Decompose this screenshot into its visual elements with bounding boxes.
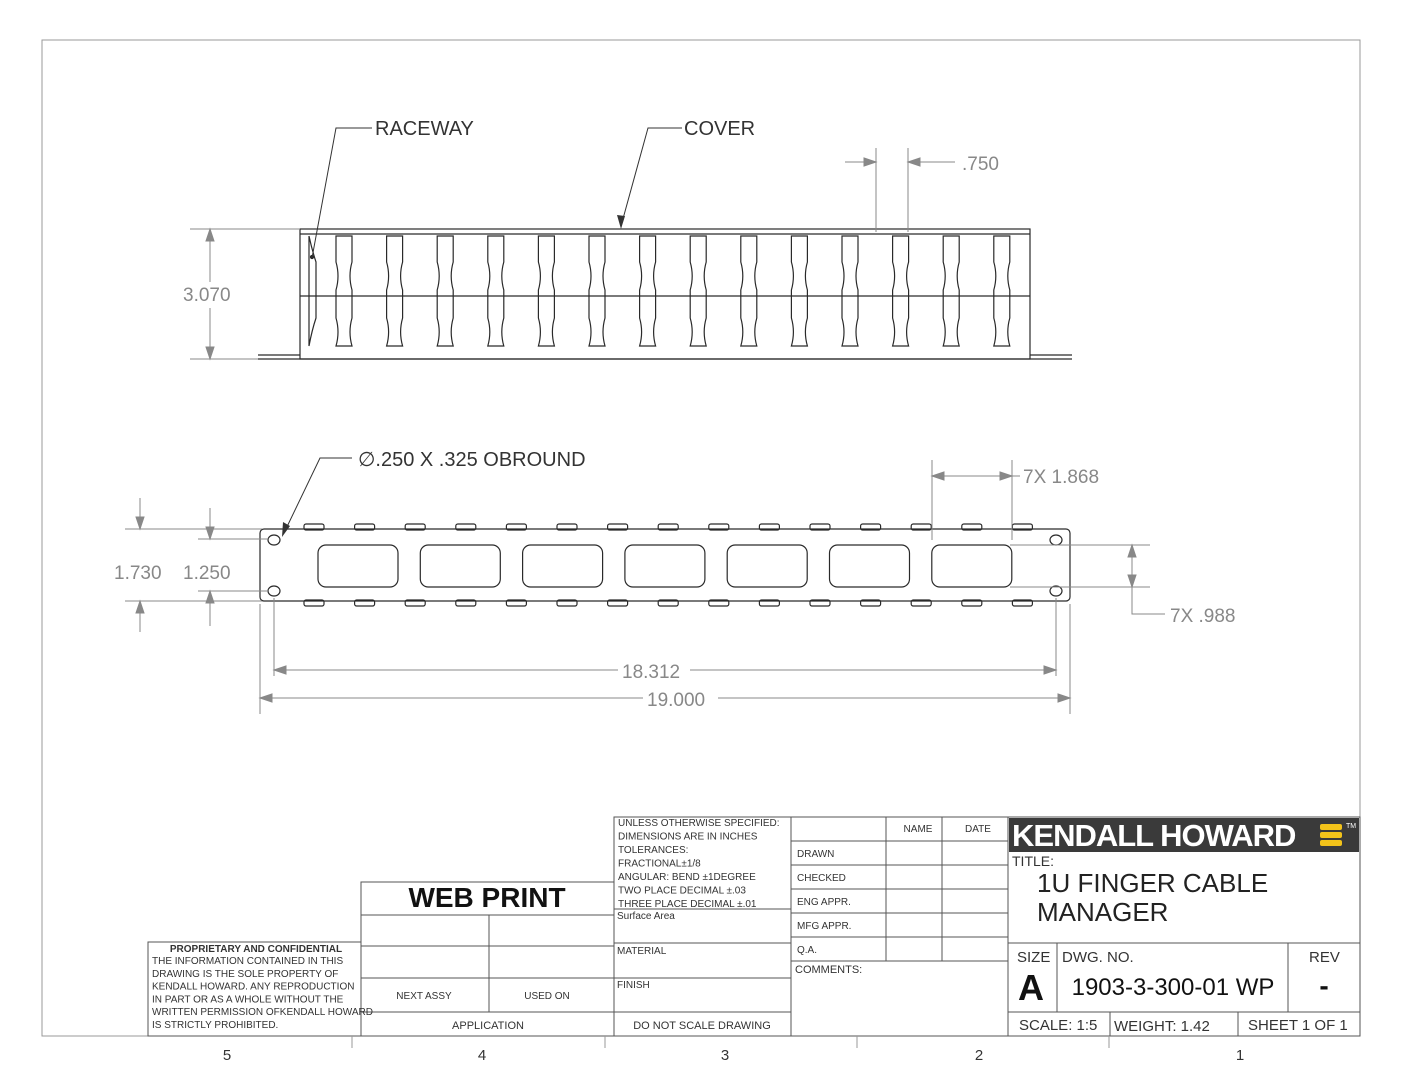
finger xyxy=(589,236,605,346)
front-view-outline xyxy=(300,229,1030,359)
plan-view xyxy=(260,524,1070,606)
finger xyxy=(640,236,656,346)
front-view xyxy=(258,229,1072,359)
tolerance-line: DIMENSIONS ARE IN INCHES xyxy=(618,831,758,843)
finger xyxy=(488,236,504,346)
overall-width-value: 19.000 xyxy=(647,690,706,711)
finger-width-value: .750 xyxy=(962,154,999,175)
zone-2: 2 xyxy=(974,1047,984,1064)
mounting-hole xyxy=(268,535,280,545)
raceway-label: RACEWAY xyxy=(375,118,474,140)
used-on-label: USED ON xyxy=(524,991,570,1002)
next-assy-label: NEXT ASSY xyxy=(396,991,452,1002)
logo-text: KENDALL HOWARD xyxy=(1012,818,1296,853)
pitch-value: 7X 1.868 xyxy=(1023,467,1100,488)
finger xyxy=(387,236,403,346)
zone-1: 1 xyxy=(1235,1047,1245,1064)
tolerance-line: ANGULAR: BEND ±1DEGREE xyxy=(618,872,756,883)
tolerance-line: FRACTIONAL±1/8 xyxy=(618,858,701,870)
sheet-label: SHEET 1 OF 1 xyxy=(1248,1017,1348,1034)
finger xyxy=(437,236,453,346)
tolerance-line: UNLESS OTHERWISE SPECIFIED: xyxy=(618,818,780,829)
name-column-header: NAME xyxy=(903,824,933,835)
cover-callout xyxy=(617,118,755,229)
slot-height-value: 7X .988 xyxy=(1170,606,1236,627)
cable-slot xyxy=(625,545,705,587)
raceway-end xyxy=(309,236,316,346)
cable-slot xyxy=(932,545,1012,587)
proprietary-line: IN PART OR AS A WHOLE WITHOUT THE xyxy=(152,994,344,1006)
rev-label: REV xyxy=(1309,949,1340,966)
finger xyxy=(336,236,352,346)
mounting-hole xyxy=(1050,535,1062,545)
web-print-label: WEB PRINT xyxy=(408,882,566,913)
proprietary-line: KENDALL HOWARD. ANY REPRODUCTION xyxy=(152,981,355,993)
size-label: SIZE xyxy=(1017,949,1051,966)
zone-4: 4 xyxy=(477,1047,487,1064)
finger xyxy=(741,236,757,346)
dwg-no-label: DWG. NO. xyxy=(1062,949,1134,966)
finger xyxy=(943,236,959,346)
proprietary-line: THE INFORMATION CONTAINED IN THIS xyxy=(152,956,344,967)
cable-slot xyxy=(830,545,910,587)
height-value: 3.070 xyxy=(183,285,231,306)
approval-role: CHECKED xyxy=(797,873,846,884)
tolerance-line: TOLERANCES: xyxy=(618,845,689,856)
cable-slot xyxy=(318,545,398,587)
title-line-1: 1U FINGER CABLE xyxy=(1037,868,1269,898)
comments-label: COMMENTS: xyxy=(795,964,863,976)
title-label: TITLE: xyxy=(1012,853,1055,869)
cover-label: COVER xyxy=(684,118,756,140)
material-label: MATERIAL xyxy=(617,946,667,957)
finger xyxy=(994,236,1010,346)
surface-area-label: Surface Area xyxy=(617,911,675,922)
approval-role: Q.A. xyxy=(797,945,818,956)
proprietary-line: DRAWING IS THE SOLE PROPERTY OF xyxy=(152,968,339,980)
finger xyxy=(893,236,909,346)
proprietary-line: WRITTEN PERMISSION OFKENDALL HOWARD xyxy=(152,1007,373,1019)
cable-slot xyxy=(727,545,807,587)
date-column-header: DATE xyxy=(965,824,991,835)
proprietary-title: PROPRIETARY AND CONFIDENTIAL xyxy=(169,944,343,955)
approval-role: ENG APPR. xyxy=(797,897,851,908)
zone-5: 5 xyxy=(222,1047,232,1064)
size-value: A xyxy=(1018,967,1044,1008)
cable-slot xyxy=(420,545,500,587)
approval-role: MFG APPR. xyxy=(797,921,852,932)
panel-outline xyxy=(260,529,1070,601)
kendall-howard-logo xyxy=(1009,818,1359,853)
zone-3: 3 xyxy=(720,1047,730,1064)
scale-label: SCALE: 1:5 xyxy=(1019,1017,1098,1034)
proprietary-notice xyxy=(152,956,373,1031)
application-label: APPLICATION xyxy=(452,1020,524,1032)
approval-role: DRAWN xyxy=(797,849,835,860)
do-not-scale-label: DO NOT SCALE DRAWING xyxy=(633,1020,771,1032)
tolerance-line: THREE PLACE DECIMAL ±.01 xyxy=(618,899,757,910)
hole-label: ∅.250 X .325 OBROUND xyxy=(358,449,586,471)
hole-callout xyxy=(282,449,586,537)
dwg-no-value: 1903-3-300-01 WP xyxy=(1071,974,1275,1001)
trademark-mark: TM xyxy=(1346,823,1357,830)
tolerance-notes xyxy=(618,818,780,910)
zone-ticks xyxy=(352,1036,1109,1048)
title-line-2: MANAGER xyxy=(1037,897,1169,927)
rev-value: - xyxy=(1319,970,1329,1001)
finish-label: FINISH xyxy=(617,980,650,991)
tolerance-line: TWO PLACE DECIMAL ±.03 xyxy=(618,885,746,897)
finger-width-dimension xyxy=(845,148,955,232)
finger xyxy=(791,236,807,346)
finger xyxy=(538,236,554,346)
weight-label: WEIGHT: 1.42 xyxy=(1114,1018,1210,1035)
finger xyxy=(690,236,706,346)
inner-height-value: 1.250 xyxy=(183,563,231,584)
finger xyxy=(842,236,858,346)
hole-span-value: 18.312 xyxy=(622,662,681,683)
proprietary-line: IS STRICTLY PROHIBITED. xyxy=(152,1020,279,1031)
mounting-hole xyxy=(268,586,280,596)
cable-slot xyxy=(523,545,603,587)
slot-height-dimension xyxy=(1010,545,1165,614)
pitch-dimension xyxy=(932,460,1020,540)
outer-height-value: 1.730 xyxy=(114,563,162,584)
